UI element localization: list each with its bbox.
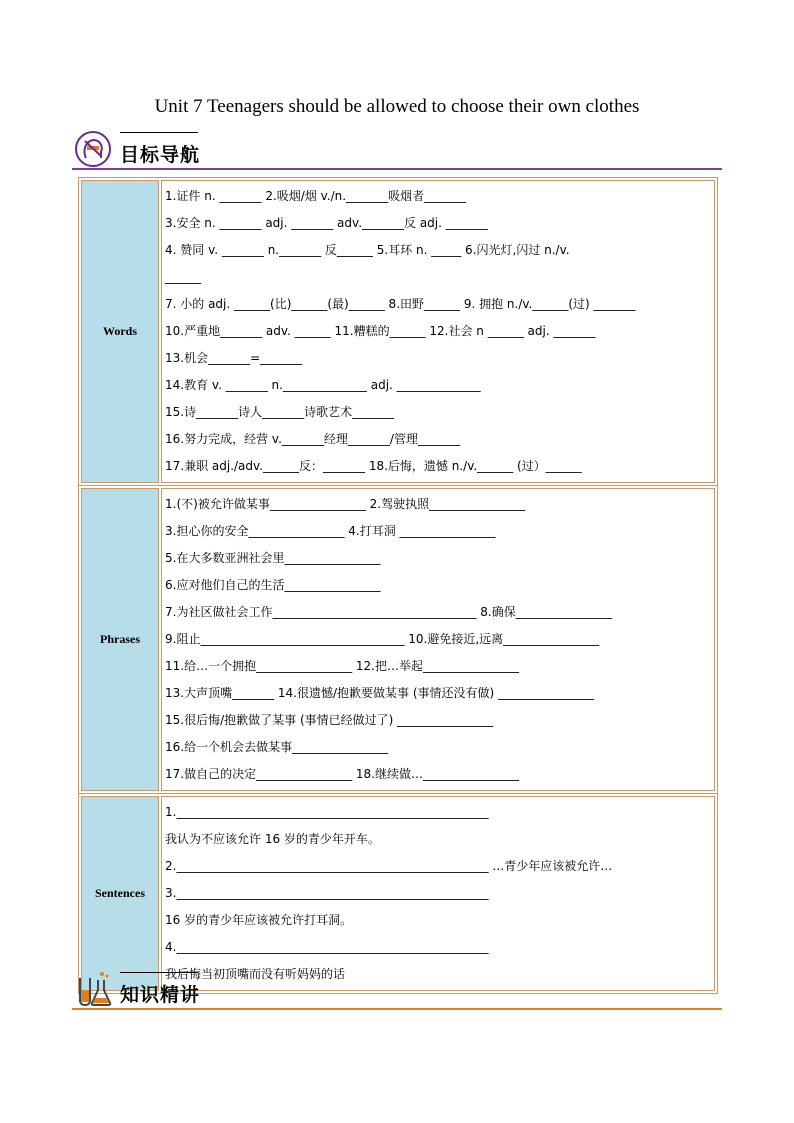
phrases-line: 13.大声顶嘴_______ 14.很遗憾/抱歉要做某事 (事情还没有做) ________________ <box>165 686 595 700</box>
sentences-line: 16 岁的青少年应该被允许打耳洞。 <box>165 913 353 927</box>
phrases-line: 6.应对他们自己的生活________________ <box>165 578 381 592</box>
row-label-sentences: Sentences <box>81 796 159 991</box>
sentences-content <box>161 796 715 991</box>
phrases-line: 15.很后悔/抱歉做了某事 (事情已经做过了) ________________ <box>165 713 494 727</box>
sentences-line: 2.____________________________________________________ …青少年应该被允许… <box>165 859 613 873</box>
words-row <box>79 178 717 486</box>
sentences-line: 3.____________________________________________________ <box>165 886 489 900</box>
phrases-line: 7.为社区做社会工作__________________________________ 8.确保________________ <box>165 605 612 619</box>
section-header-knowledge <box>72 970 722 1010</box>
phrases-line: 17.做自己的决定________________ 18.继续做…________________ <box>165 767 519 781</box>
words-content <box>161 180 715 483</box>
flask-icon <box>74 970 112 1008</box>
sentences-line: 4.____________________________________________________ <box>165 940 489 954</box>
no-smoking-head-icon <box>74 130 112 168</box>
words-line: 10.严重地_______ adv. ______ 11.糟糕的______ 12.社会 n ______ adj. _______ <box>165 324 596 338</box>
words-line: 4. 赞同 v. _______ n._______ 反______ 5.耳环 n. _____ 6.闪光灯,闪过 n./v. <box>165 243 570 257</box>
phrases-line: 16.给一个机会去做某事________________ <box>165 740 389 754</box>
section-label: 目标导航 <box>120 144 201 166</box>
phrases-line: 9.阻止__________________________________ 10.避免接近,远离________________ <box>165 632 600 646</box>
section-rule <box>72 1008 722 1010</box>
words-line: 13.机会_______=_______ <box>165 351 303 365</box>
page-title: Unit 7 Teenagers should be allowed to choose their own clothes <box>154 96 640 117</box>
sentences-line: 1.____________________________________________________ <box>165 805 489 819</box>
row-label-words: Words <box>81 180 159 483</box>
row-label-phrases: Phrases <box>81 488 159 791</box>
phrases-line: 3.担心你的安全________________ 4.打耳洞 ________________ <box>165 524 496 538</box>
words-line: 16.努力完成，经营 v._______经理_______/管理_______ <box>165 432 460 446</box>
words-line: 1.证件 n. _______ 2.吸烟/烟 v./n._______吸烟者_______ <box>165 189 467 203</box>
study-table <box>78 177 718 994</box>
words-line: ______ <box>165 270 201 284</box>
phrases-line: 5.在大多数亚洲社会里________________ <box>165 551 381 565</box>
words-line: 17.兼职 adj./adv.______反：_______ 18.后悔，遗憾 n./v.______ (过）______ <box>165 459 582 473</box>
words-line: 3.安全 n. _______ adj. _______ adv._______反 adj. _______ <box>165 216 488 230</box>
sentences-line: 我认为不应该允许 16 岁的青少年开车。 <box>165 832 380 846</box>
header-top-line <box>120 132 198 133</box>
sentences-line: 我后悔当初顶嘴而没有听妈妈的话 <box>165 967 346 981</box>
phrases-line: 1.(不)被允许做某事________________ 2.驾驶执照________________ <box>165 497 526 511</box>
phrases-content <box>161 488 715 791</box>
section-header-goals <box>72 130 722 170</box>
phrases-line: 11.给…一个拥抱________________ 12.把…举起________________ <box>165 659 519 673</box>
section-rule <box>72 168 722 170</box>
words-line: 15.诗_______诗人_______诗歌艺术_______ <box>165 405 395 419</box>
header-top-line <box>120 972 198 973</box>
sentences-row <box>79 794 717 993</box>
words-line: 7. 小的 adj. ______(比)______(最)______ 8.田野______ 9. 拥抱 n./v.______(过) _______ <box>165 297 636 311</box>
words-line: 14.教育 v. _______ n.______________ adj. ______________ <box>165 378 481 392</box>
phrases-row <box>79 486 717 794</box>
section-label: 知识精讲 <box>120 984 201 1006</box>
